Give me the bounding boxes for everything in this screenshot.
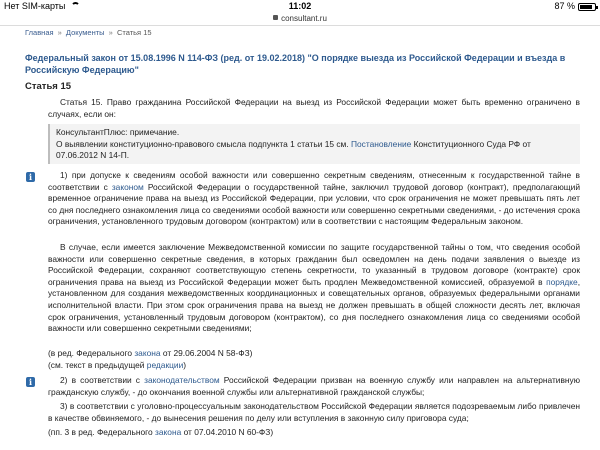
paragraph-item-1: 1) при допуске к сведениям особой важности или совершенно секретным сведениям, отнесенным к государственной тайне в соответствии с законом Российской Федерации о государственной тайне, заключил трудовой договор (контракт), предполагающий временное ограничение права на выезд из Российской Федерации, при условии, что срок ограничения не может превышать пять лет со дня последнего ознакомления лица со сведениями особой важности или совершенно секретными сведениями, - до истечения срока ограничения, установленного трудовым договором (контрактом) или в соответствии с настоящим Федеральным законом. [48, 170, 581, 227]
clock: 11:02 [288, 1, 312, 11]
law-link[interactable]: законом [111, 181, 144, 192]
battery-percent: 87 % [554, 1, 575, 11]
article-heading: Статья 15 [25, 81, 72, 92]
note-text: О выявлении конституционно-правового смысла подпункта 1 статьи 15 см. Постановление Конституционного Суда РФ от 07.06.2012 N 14-П. [56, 138, 531, 161]
lock-icon [273, 15, 278, 20]
battery-icon [578, 3, 596, 11]
procedure-link[interactable]: порядке [546, 276, 578, 287]
address-bar[interactable] [0, 13, 600, 25]
see-previous-edition: (см. текст в предыдущей редакции) [48, 360, 187, 370]
paragraph-item-2: 2) в соответствии с законодательством Российской Федерации призван на военную службу или направлен на альтернативную гражданскую службу, - до окончания военной службы или альтернативной гражданской службы; [48, 375, 581, 397]
note-link[interactable]: Постановление [350, 138, 412, 149]
intro-paragraph: Статья 15. Право гражданина Российской Федерации на выезд из Российской Федерации может быть временно ограничено в случаях, если он: [48, 97, 580, 119]
paragraph-commission: В случае, если имеется заключение Межведомственной комиссии по защите государственной тайны о том, что сведения особой важности или совершенно секретные сведения, в которых гражданин был осведомлен на день подачи заявления о выезде из Российской Федерации, сохраняют соответствующую степень секретности, то указанный в трудовом договоре (контракте) срок ограничения права на выезд из Российской Федерации может быть продлен Межведомственной комиссией, образуемой в порядке, установленном для создания межведомственных координационных и совещательных органов, образуемых федеральными органами исполнительной власти. При этом срок ограничения права на выезд не должен превышать в общей сложности десять лет, включая срок ограничения, установленный трудовым договором (контрактом), со дня последнего ознакомления лица со сведениями особой важности или совершенно секретными сведениями; [48, 242, 581, 334]
carrier-text: Нет SIM-карты [4, 1, 66, 11]
battery-status [554, 0, 596, 13]
previous-edition-link[interactable]: редакции [146, 360, 184, 370]
breadcrumb [25, 28, 152, 37]
breadcrumb-separator: » [108, 28, 113, 37]
amending-law-link[interactable]: закона [134, 348, 161, 358]
legislation-link[interactable]: законодательством [144, 375, 220, 385]
paragraph-item-3: 3) в соответствии с уголовно-процессуальным законодательством Российской Федерации является подозреваемым либо привлечен в качестве обвиняемого, - до вынесения решения по делу или вступления в законную силу приговора суда; [48, 401, 580, 423]
note-title: КонсультантПлюс: примечание. [56, 127, 180, 137]
breadcrumb-separator: » [57, 28, 62, 37]
document-title[interactable]: Федеральный закон от 15.08.1996 N 114-ФЗ (ред. от 19.02.2018) "О порядке выезда из Российской Федерации и въезда в Российскую Федерацию" [25, 53, 566, 75]
battery-fill [580, 5, 592, 9]
url-text: consultant.ru [281, 14, 327, 23]
edition-note-2: (пп. 3 в ред. Федерального закона от 07.04.2010 N 60-ФЗ) [48, 427, 274, 437]
status-bar [0, 0, 600, 13]
amending-law-link-2[interactable]: закона [155, 427, 182, 437]
edition-note-1: (в ред. Федерального закона от 29.06.2004 N 58-ФЗ) [48, 348, 253, 358]
consultant-note [48, 124, 580, 164]
header-divider [0, 25, 600, 26]
breadcrumb-documents[interactable]: Документы [65, 28, 105, 37]
breadcrumb-current: Статья 15 [116, 28, 152, 37]
info-icon[interactable]: i [26, 172, 35, 182]
breadcrumb-home[interactable]: Главная [25, 28, 54, 37]
info-icon[interactable]: i [26, 377, 35, 387]
